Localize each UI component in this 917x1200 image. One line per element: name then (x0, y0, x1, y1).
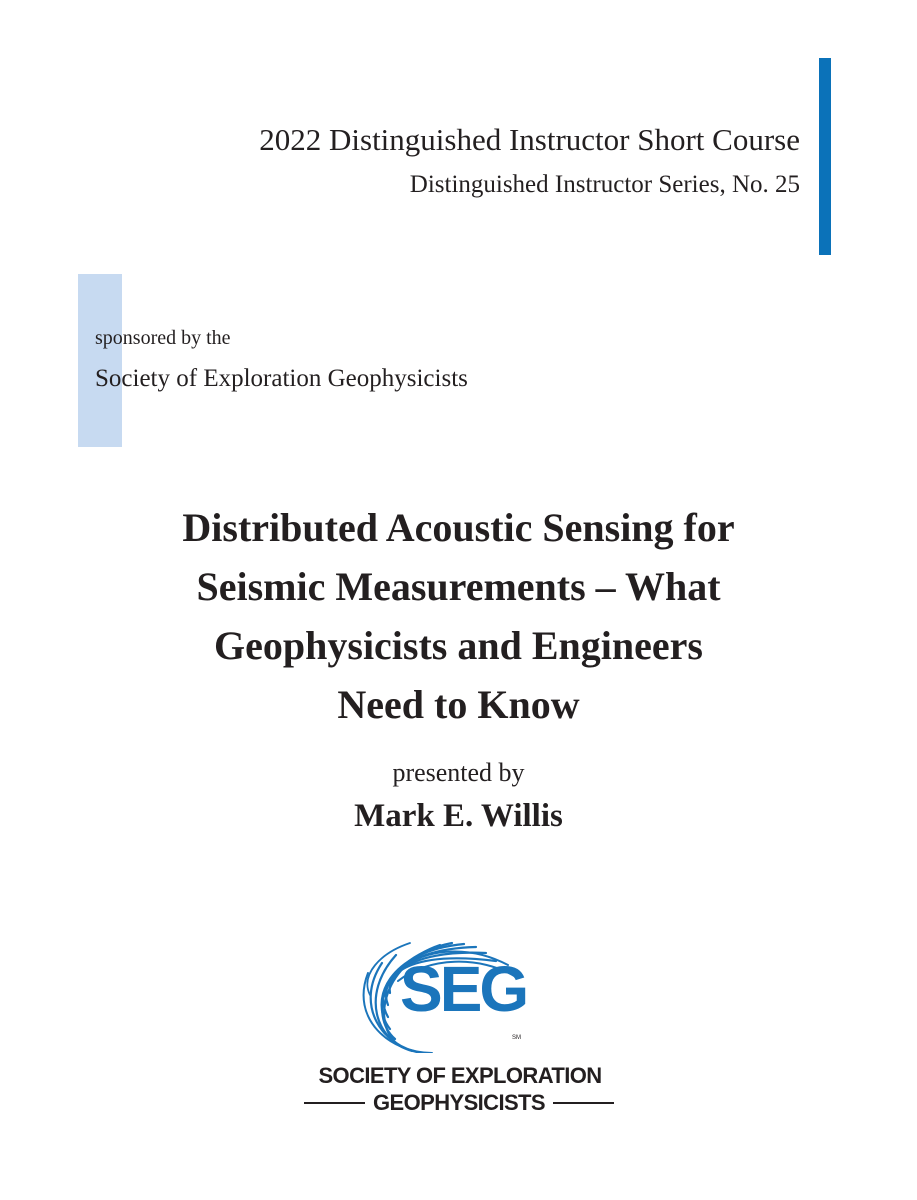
book-title-line: Distributed Acoustic Sensing for (182, 505, 735, 550)
book-title (60, 498, 857, 734)
book-title-line: Need to Know (337, 682, 580, 727)
logo-rule-right (553, 1102, 614, 1104)
logo-org-name-line2-group (304, 1092, 614, 1114)
book-title-line: Geophysicists and Engineers (214, 623, 703, 668)
book-title-line: Seismic Measurements – What (196, 564, 721, 609)
accent-bar (819, 58, 831, 255)
sponsored-by-label: sponsored by the (95, 327, 231, 349)
logo-rule-left (304, 1102, 365, 1104)
service-mark: SM (512, 1035, 521, 1041)
sponsor-name: Society of Exploration Geophysicists (95, 365, 468, 392)
seg-abbreviation: SEG (400, 953, 527, 1025)
author-name: Mark E. Willis (354, 798, 563, 834)
logo-org-name-line1: SOCIETY OF EXPLORATION (318, 1063, 602, 1088)
series-number: Distinguished Instructor Series, No. 25 (409, 171, 800, 198)
sponsor-highlight-bar (78, 274, 122, 447)
presented-by-label: presented by (392, 758, 525, 787)
logo-org-name-line2: GEOPHYSICISTS (373, 1090, 545, 1115)
seg-logo (290, 935, 630, 1125)
course-title: 2022 Distinguished Instructor Short Course (259, 122, 800, 157)
